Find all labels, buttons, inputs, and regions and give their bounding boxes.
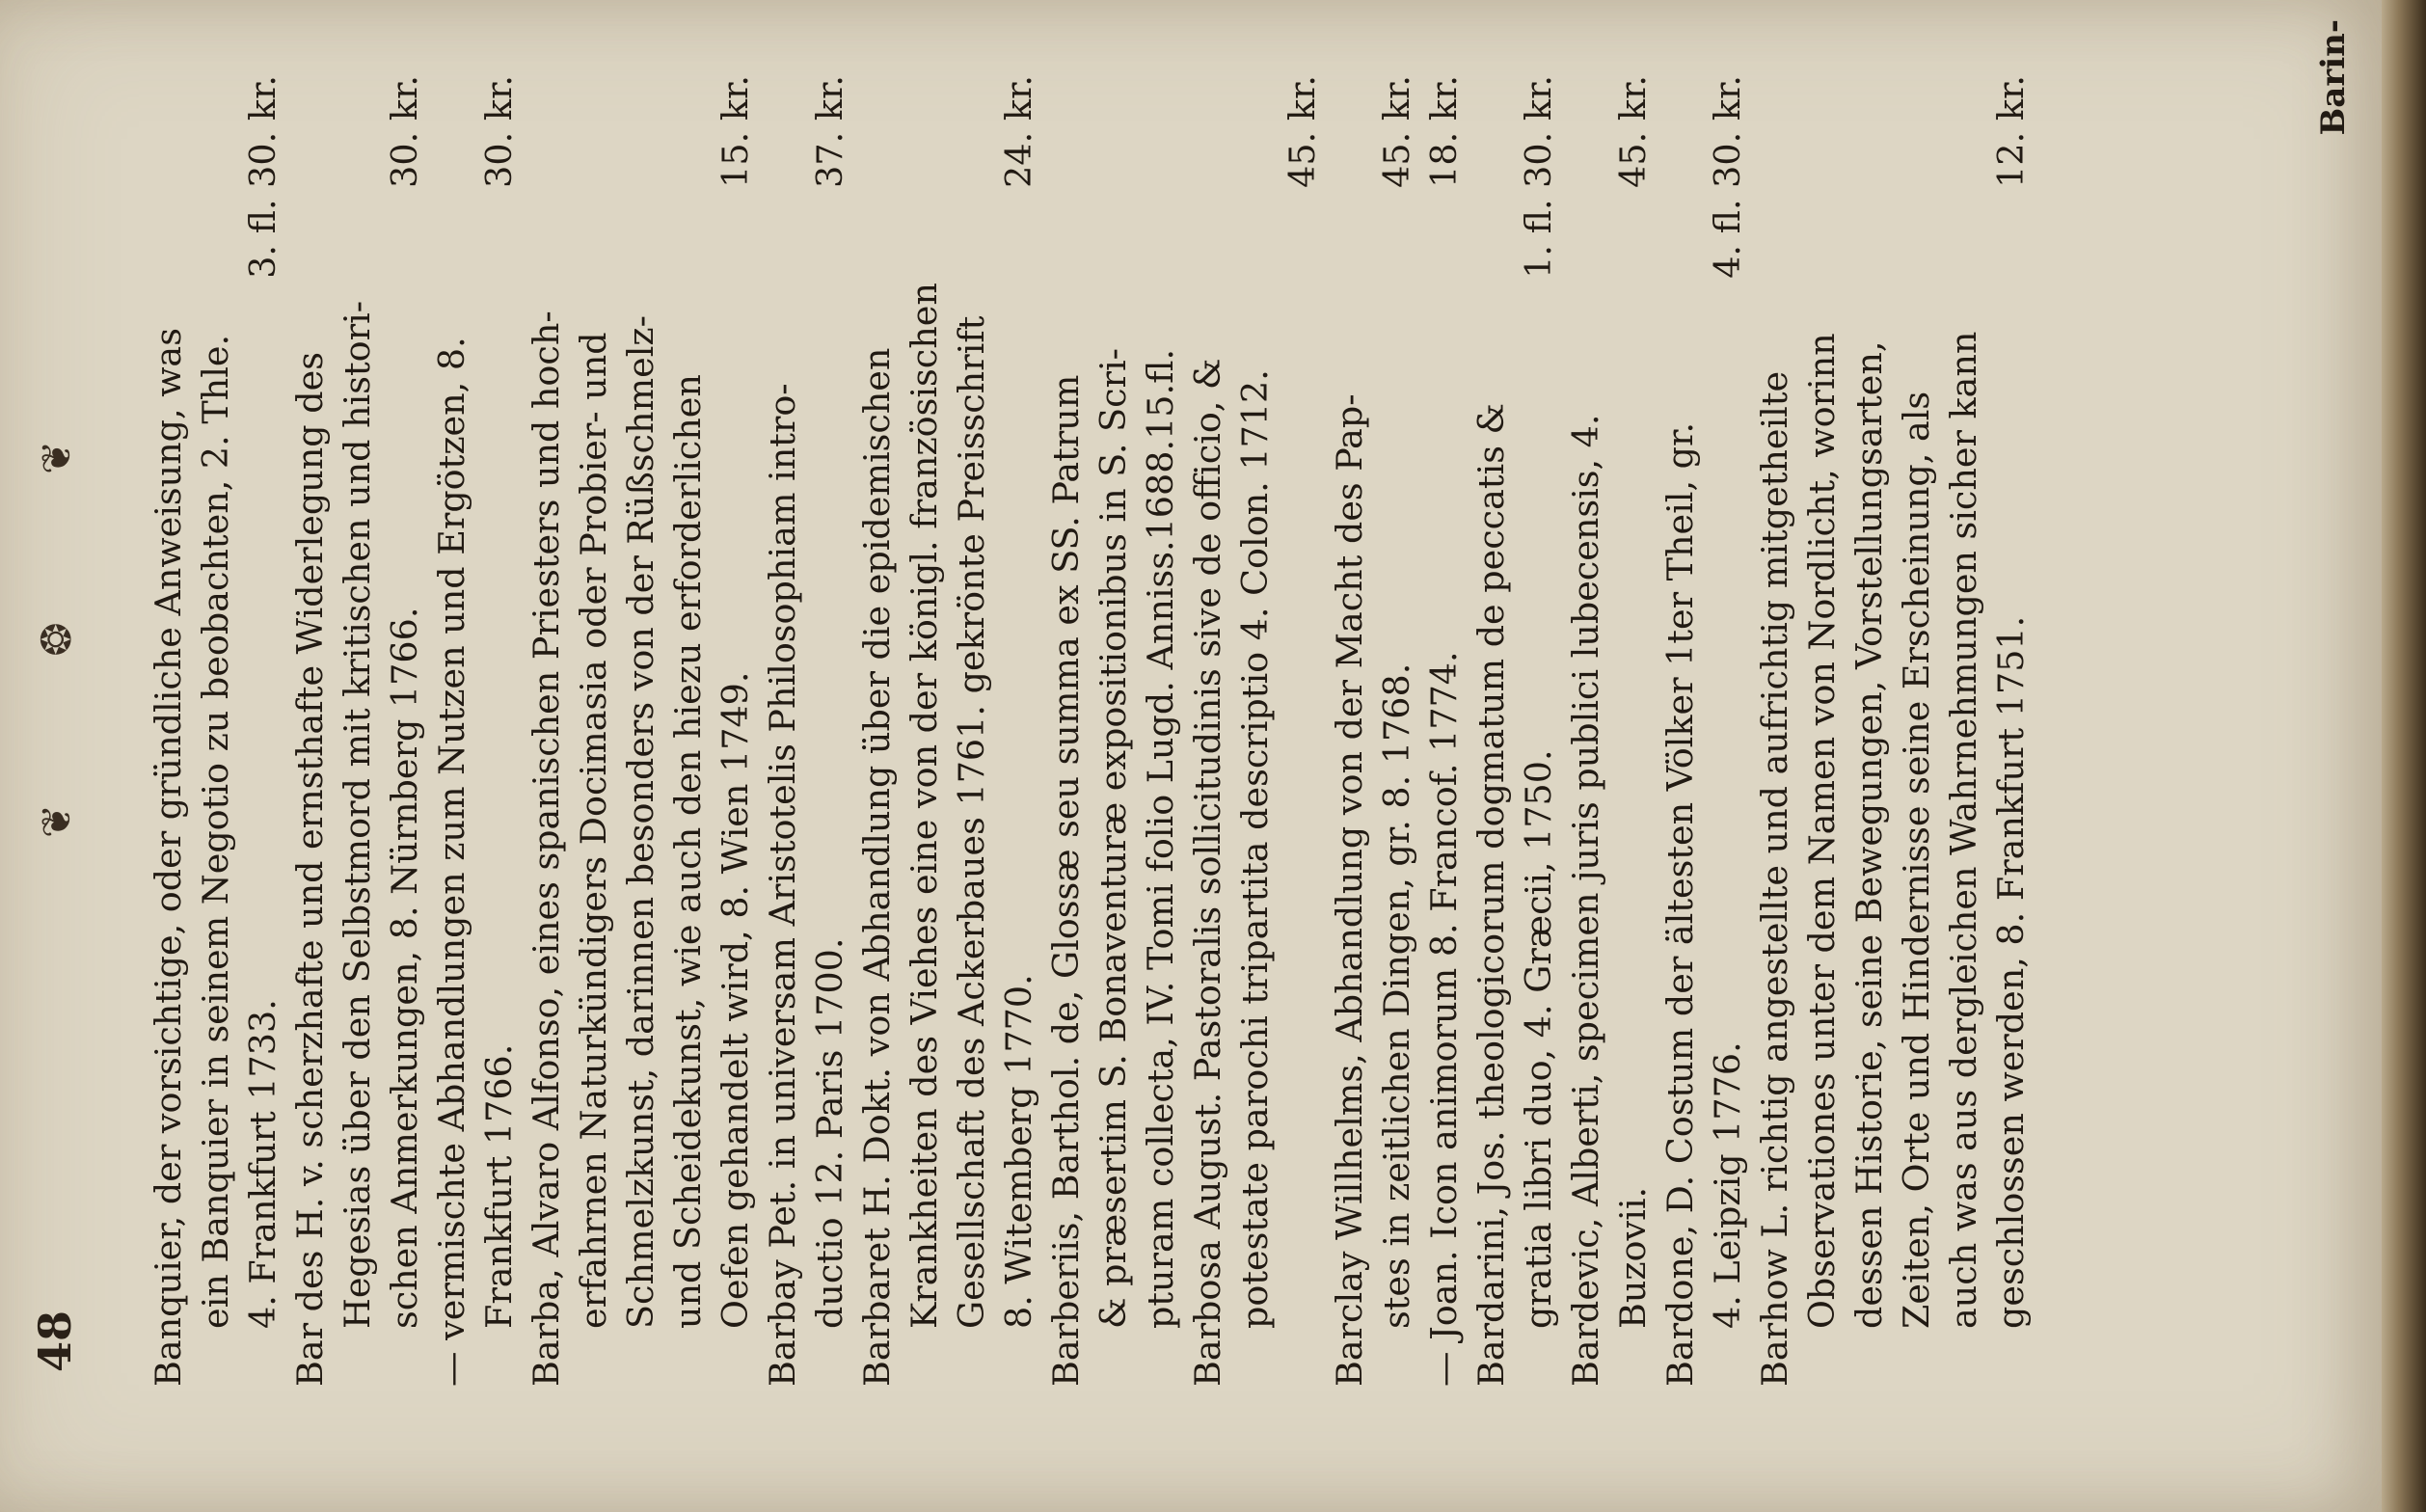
catalog-line [995,75,1042,1387]
entry-text: Schmelzkunst, darinnen besonders von der Rüßschmelz- [620,315,661,1329]
catalog-line [1137,75,1184,1387]
entry-price: 24. kr. [998,75,1039,188]
entry-text: Zeiten, Orte und Hindernisse seine Erscheinung, als [1896,391,1937,1329]
catalog-line [570,75,617,1387]
catalog-line [1326,75,1373,1387]
catalog-line [428,75,475,1387]
catalog-line [239,75,286,1387]
entry-text: Krankheiten des Viehes eine von der königl. französischen [903,283,945,1329]
entry-price: 45. kr. [1281,75,1323,188]
entry-text: gratia libri duo, 4. Græcii, 1750. [1518,749,1559,1329]
catalog-line [192,75,239,1387]
entry-text: Barbay Pet. in universam Aristotelis Philosophiam intro- [762,383,803,1387]
catalog-line [1090,75,1137,1387]
entry-text: Barclay Willhelms, Abhandlung von der Macht des Pap- [1329,393,1370,1387]
entry-text: und Scheidekunst, wie auch den hiezu erforderlichen [667,374,709,1329]
entry-text: Oefen gehandelt wird, 8. Wien 1749. [714,671,756,1329]
entry-price: 1. fl. 30. kr. [1518,75,1559,279]
entry-price: 18. kr. [1423,75,1465,188]
catalog-line [759,75,806,1387]
catalog-line [1846,75,1893,1387]
header-ornament: ❦ ❂ ❦ [33,372,80,839]
catalog-line [1940,75,1987,1387]
entry-text: Bardevic, Alberti, specimen juris publici lubecensis, 4. [1565,414,1606,1387]
entry-text: Buzovii. [1612,1186,1654,1329]
entry-text: Banquier, der vorsichtige, oder gründliche Anweisung, was [148,328,189,1387]
catalog-line [523,75,570,1387]
page-edge [2382,0,2426,1512]
entry-price: 4. fl. 30. kr. [1707,75,1748,279]
entry-text: Barberiis, Barthol. de, Glossæ seu summa ex SS. Patrum [1045,374,1087,1387]
entry-text: Hegesias über den Selbstmord mit kritischen und histori- [337,300,378,1329]
catalog-line [286,75,334,1387]
entry-text: Bardarini, Jos. theologicorum dogmatum de peccatis & [1470,402,1512,1387]
entry-price: 12. kr. [1990,75,2032,188]
entry-price: 37. kr. [809,75,850,188]
entry-text: — Joan. Icon animorum 8. Francof. 1774. [1423,651,1465,1387]
catalog-line [617,75,664,1387]
catalog-line [901,75,948,1387]
entry-text: & præsertim S. Bonaventuræ expositionibus in S. Scri- [1092,347,1134,1329]
entry-text: 8. Witemberg 1770. [998,974,1039,1329]
catalog-line [1042,75,1090,1387]
catalog-line [712,75,759,1387]
entry-text: erfahrnen Naturkündigers Docimasia oder Probier- und [573,332,614,1329]
catalog-line [1420,75,1468,1387]
catalog-line [1987,75,2035,1387]
entry-text: Barhow L. richtig angestellte und aufrichtig mitgetheilte [1754,370,1795,1387]
catalog-entries [145,75,2035,1387]
entry-text: Observationes unter dem Namen von Nordlicht, worinn [1801,333,1843,1329]
catalog-line [948,75,995,1387]
entry-text: 4. Leipzig 1776. [1707,1041,1748,1329]
entry-text: Frankfurt 1766. [478,1043,520,1329]
entry-text: Barbosa August. Pastoralis sollicitudinis sive de officio, & [1187,358,1228,1387]
catalog-line [664,75,712,1387]
entry-text: Gesellschaft des Ackerbaues 1761. gekrönte Preisschrift [951,315,992,1329]
catalog-line [1231,75,1279,1387]
catalog-line [475,75,523,1387]
entry-text: Bardone, D. Costum der ältesten Völker 1ter Theil, gr. [1659,421,1701,1387]
entry-text: dessen Historie, seine Bewegungen, Vorstellungsarten, [1848,340,1890,1329]
entry-text: stes in zeitlichen Dingen, gr. 8. 1768. [1376,662,1417,1329]
entry-price: 45. kr. [1612,75,1654,188]
page-number: 48 [29,1310,81,1372]
catalog-line [1468,75,1515,1387]
catalog-line [1657,75,1704,1387]
catalog-line [1751,75,1798,1387]
entry-price: 45. kr. [1376,75,1417,188]
entry-price: 3. fl. 30. kr. [242,75,283,279]
catalog-line [1893,75,1940,1387]
catalog-line [145,75,192,1387]
catalog-line [1279,75,1326,1387]
entry-price: 15. kr. [714,75,756,188]
catalog-line [1798,75,1846,1387]
catalog-line [1609,75,1657,1387]
entry-text: ein Banquier in seinem Negotio zu beobachten, 2. Thle. [195,334,236,1329]
catalog-line [853,75,901,1387]
entry-text: Bar des H. v. scherzhafte und ernsthafte Widerlegung des [289,352,331,1387]
catalog-line [334,75,381,1387]
catalog-line [1704,75,1751,1387]
catalog-line [806,75,853,1387]
catalog-line [381,75,428,1387]
entry-text: geschlossen werden, 8. Frankfurt 1751. [1990,615,2032,1329]
entry-price: 30. kr. [384,75,425,188]
entry-text: 4. Frankfurt 1733. [242,999,283,1329]
entry-text: Barbaret H. Dokt. von Abhandlung über die epidemischen [856,347,898,1387]
entry-text: ductio 12. Paris 1700. [809,937,850,1329]
entry-text: schen Anmerkungen, 8. Nürnberg 1766. [384,607,425,1329]
catalog-line [1184,75,1231,1387]
catalog-line [1373,75,1420,1387]
entry-text: auch was aus dergleichen Wahrnehmungen sicher kann [1943,331,1984,1329]
entry-text: Barba, Alvaro Alfonso, eines spanischen Priesters und hoch- [526,310,567,1387]
catchword: Barin- [2314,19,2353,136]
entry-text: potestate parochi tripartita descriptio 4. Colon. 1712. [1234,369,1276,1329]
entry-price: 30. kr. [478,75,520,188]
catalog-line [1562,75,1609,1387]
catalog-line [1515,75,1562,1387]
entry-text: pturam collecta, IV. Tomi folio Lugd. Anniss.1688.15.fl. [1140,348,1181,1329]
entry-text: — vermischte Abhandlungen zum Nutzen und Ergötzen, 8. [431,337,472,1387]
